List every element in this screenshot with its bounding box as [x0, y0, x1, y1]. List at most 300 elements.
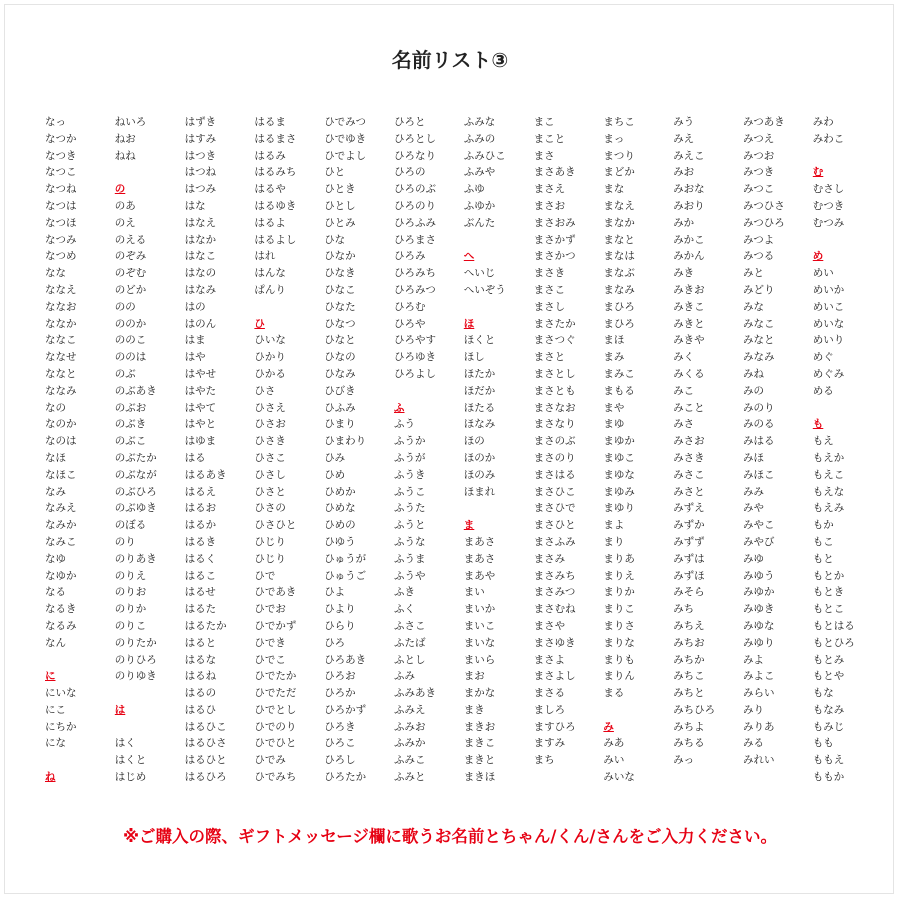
name-entry: まさよ [533, 653, 566, 666]
name-entry: みちひろ [673, 703, 716, 716]
name-entry: まりん [603, 670, 635, 683]
name-entry: みゆき [743, 603, 775, 616]
name-entry: はるえ [184, 485, 217, 498]
name-entry: まいら [463, 653, 496, 666]
gift-message-notice: ※ご購入の際、ギフトメッセージ欄に歌うお名前とちゃん/くん/さんをご入力ください。 [123, 827, 777, 846]
name-entry: ひさひと [254, 519, 297, 532]
name-entry: もえみ [812, 502, 845, 515]
name-entry: ふうま [394, 552, 426, 565]
name-entry: もとひろ [812, 636, 855, 649]
name-entry: みつる [743, 250, 775, 263]
name-entry: はのん [184, 317, 217, 330]
name-entry: みや [743, 502, 764, 515]
name-entry: めぐ [812, 351, 834, 364]
name-entry: ほくと [463, 334, 496, 347]
name-entry: みみ [743, 485, 764, 498]
name-entry: ひでただ [254, 687, 297, 700]
name-entry: まさのり [533, 451, 576, 464]
name-entry: ますひろ [533, 720, 576, 733]
name-entry: ひろこ [324, 737, 356, 750]
name-entry: なるき [45, 603, 77, 616]
blank-row [603, 702, 671, 719]
name-entry: ふうが [394, 451, 426, 464]
name-entry: はすみ [184, 132, 217, 145]
name-entry: もとはる [812, 619, 855, 632]
name-entry: まさあき [533, 166, 576, 179]
kana-section-header: の [114, 183, 126, 196]
name-entry: ひなか [324, 250, 356, 263]
name-entry: みれい [743, 754, 775, 767]
name-entry: まつり [603, 149, 635, 162]
name-entry: もえか [812, 451, 845, 464]
name-entry: みやこ [743, 519, 775, 532]
name-entry: みえ [673, 132, 695, 145]
name-entry: まみこ [603, 367, 635, 380]
name-entry: みい [603, 754, 625, 767]
name-entry: はるみち [254, 166, 297, 179]
name-entry: ひよ [324, 586, 346, 599]
kana-section-header: み [603, 720, 614, 733]
name-entry: なる [45, 586, 66, 599]
name-entry: みよこ [743, 670, 775, 683]
name-entry: もか [812, 519, 834, 532]
name-entry: のりこ [114, 619, 147, 632]
name-entry: まさし [533, 300, 566, 313]
name-entry: まさと [533, 351, 566, 364]
name-column [324, 114, 392, 786]
name-entry: みはる [743, 435, 775, 448]
name-entry: もなみ [812, 703, 845, 716]
name-entry: ひびき [324, 384, 356, 397]
name-entry: ななこ [45, 334, 77, 347]
name-entry: もとこ [812, 603, 845, 616]
name-entry: はると [184, 636, 217, 649]
name-entry: まお [463, 670, 485, 683]
name-entry: はるせ [184, 586, 216, 599]
blank-row [45, 752, 113, 769]
name-entry: ふみひこ [463, 149, 506, 162]
name-entry: なの [45, 401, 66, 414]
name-entry: はるお [184, 502, 217, 515]
name-entry: まりえ [603, 569, 635, 582]
name-entry: はるく [184, 552, 217, 565]
name-entry: のえる [114, 233, 147, 246]
name-entry: のりあき [114, 552, 157, 565]
name-entry: ななみ [45, 384, 77, 397]
name-entry: みずず [673, 535, 705, 548]
name-entry: のりお [114, 586, 147, 599]
name-entry: はるよ [254, 216, 286, 229]
name-entry: もみじ [812, 720, 845, 733]
name-entry: まなか [603, 216, 635, 229]
name-entry: まいか [463, 603, 496, 616]
name-entry: まりも [603, 653, 635, 666]
name-entry: はるあき [184, 468, 227, 481]
blank-row [673, 769, 741, 786]
name-entry: ひろと [394, 116, 426, 128]
name-column [464, 114, 532, 786]
name-entry: みあ [603, 737, 625, 750]
name-entry: ひなと [324, 334, 356, 347]
name-entry: まさひと [533, 519, 576, 532]
name-entry: はなの [184, 267, 217, 280]
name-entry: はま [184, 334, 206, 347]
name-entry: まりな [603, 636, 635, 649]
name-column [743, 114, 811, 786]
name-entry: はつね [184, 166, 217, 179]
name-entry: ひでみち [254, 771, 297, 784]
blank-row [464, 232, 532, 249]
name-entry: みのる [743, 418, 775, 431]
name-entry: まもる [603, 384, 635, 397]
name-entry: ののか [114, 317, 147, 330]
name-entry: みおり [673, 199, 705, 212]
name-entry: まさる [533, 687, 566, 700]
name-entry: まこと [533, 132, 566, 145]
name-entry: ひめの [324, 519, 356, 532]
name-entry: みなと [743, 334, 775, 347]
name-entry: ねお [114, 132, 136, 145]
name-entry: ななと [45, 367, 77, 380]
name-entry: ななせ [45, 351, 77, 364]
name-column [603, 114, 671, 786]
name-entry: ひろまさ [394, 233, 436, 246]
name-entry: みおな [673, 183, 705, 196]
name-entry: のあ [114, 199, 136, 212]
name-entry: まいな [463, 636, 496, 649]
name-entry: まなは [603, 250, 635, 263]
name-entry: みかん [673, 250, 705, 263]
name-entry: なのは [45, 435, 77, 448]
name-entry: ほたか [463, 367, 496, 380]
name-entry: めいか [812, 283, 845, 296]
name-entry: まひろ [603, 317, 635, 330]
name-entry: はやた [184, 384, 217, 397]
name-entry: ふうこ [394, 485, 426, 498]
name-entry: はるの [184, 687, 217, 700]
name-entry: まる [603, 687, 625, 700]
name-entry: ねね [114, 149, 136, 162]
name-entry: ひさと [254, 485, 286, 498]
name-entry: ひめ [324, 468, 346, 481]
name-entry: にいな [45, 687, 77, 700]
name-entry: のぶゆき [114, 502, 157, 515]
name-entry: ひじり [254, 552, 286, 565]
name-entry: ひろき [324, 720, 356, 733]
name-entry: なん [45, 636, 66, 649]
name-entry: みそら [673, 586, 705, 599]
name-entry: のりえ [114, 569, 147, 582]
name-entry: ほたる [463, 401, 496, 414]
name-entry: まっ [603, 132, 625, 145]
name-entry: ひでひと [254, 737, 297, 750]
name-entry: にこ [45, 703, 66, 716]
name-entry: なつね [45, 183, 77, 196]
name-entry: ふみか [394, 737, 426, 750]
name-entry: ののこ [114, 334, 147, 347]
name-entry: ひろみち [394, 267, 436, 280]
name-entry: まどか [603, 166, 635, 179]
name-entry: はれ [254, 250, 276, 263]
name-entry: もとき [812, 586, 845, 599]
name-entry: ひらり [324, 619, 356, 632]
name-entry: ふみお [394, 720, 426, 733]
name-entry: みずほ [673, 569, 705, 582]
name-entry: のぶたか [114, 451, 157, 464]
name-entry: まさ [533, 149, 555, 162]
name-entry: はるた [184, 603, 217, 616]
name-entry: みお [673, 166, 695, 179]
name-entry: のぶなが [114, 468, 157, 481]
name-entry: むつみ [812, 216, 845, 229]
name-entry: まさなり [533, 418, 576, 431]
name-entry: むつき [812, 199, 845, 212]
name-column [185, 114, 253, 786]
name-entry: みりあ [743, 720, 775, 733]
name-entry: のりか [114, 603, 147, 616]
name-entry: まよ [603, 519, 625, 532]
name-entry: はな [184, 199, 206, 212]
name-entry: みち [673, 603, 695, 616]
name-entry: ほし [463, 351, 485, 364]
name-entry: ひゆう [324, 535, 356, 548]
name-entry: まさき [533, 267, 566, 280]
name-entry: はやせ [184, 367, 217, 380]
name-entry: みる [743, 737, 764, 750]
name-entry: ねいろ [114, 116, 147, 128]
name-entry: まほ [603, 334, 625, 347]
name-entry: みちる [673, 737, 705, 750]
name-entry: ひでみつ [324, 116, 366, 128]
name-entry: みきお [673, 283, 705, 296]
name-entry: まゆか [603, 435, 635, 448]
name-entry: まさとし [533, 367, 576, 380]
name-entry: みさこ [673, 468, 705, 481]
name-entry: ふみこ [394, 754, 426, 767]
name-entry: まさお [533, 199, 566, 212]
name-entry: はるま [254, 116, 286, 128]
name-entry: めいこ [812, 300, 845, 313]
name-entry: まきこ [463, 737, 496, 750]
name-entry: みわ [812, 116, 834, 128]
name-entry: ひより [324, 603, 356, 616]
name-entry: はなこ [184, 250, 217, 263]
name-entry: まち [533, 754, 555, 767]
blank-row [534, 769, 602, 786]
name-entry: みゆな [743, 619, 775, 632]
name-entry: はるひこ [184, 720, 227, 733]
name-entry: ぱんり [254, 283, 286, 296]
name-entry: まい [463, 586, 485, 599]
name-entry: はるひ [184, 703, 217, 716]
name-entry: まさのぶ [533, 435, 576, 448]
name-entry: のり [114, 535, 136, 548]
name-entry: ひなこ [324, 283, 356, 296]
name-entry: ひろのり [394, 199, 436, 212]
name-entry: のどか [114, 283, 147, 296]
name-entry: ぶんた [463, 216, 496, 229]
blank-row [254, 299, 322, 316]
name-entry: める [812, 384, 834, 397]
name-entry: もな [812, 687, 834, 700]
name-entry: ののは [114, 351, 147, 364]
blank-row [813, 400, 881, 417]
name-entry: まかな [463, 687, 496, 700]
name-entry: まあや [463, 569, 496, 582]
name-entry: みつよ [743, 233, 775, 246]
name-entry: なみか [45, 519, 77, 532]
name-entry: はつみ [184, 183, 217, 196]
name-entry: ひろふみ [394, 216, 436, 229]
name-entry: まさとも [533, 384, 576, 397]
page-title: 名前リスト③ [391, 48, 509, 72]
name-entry: まゆみ [603, 485, 635, 498]
name-entry: ひゅうご [324, 569, 367, 582]
name-entry: まりか [603, 586, 635, 599]
name-entry: ほだか [463, 384, 496, 397]
name-entry: ふう [394, 418, 415, 431]
name-entry: まさふみ [533, 535, 576, 548]
name-entry: まり [603, 535, 625, 548]
name-entry: みほ [743, 451, 764, 464]
name-entry: みつあき [743, 116, 785, 128]
name-entry: ひかり [254, 351, 286, 364]
name-entry: にちか [45, 720, 77, 733]
name-entry: みのり [743, 401, 775, 414]
name-entry: のぶお [114, 401, 147, 414]
name-entry: ふみあき [394, 687, 436, 700]
name-entry: のぶき [114, 418, 147, 431]
name-entry: なほ [45, 451, 66, 464]
name-entry: はなみ [184, 283, 217, 296]
name-entry: もこ [812, 535, 834, 548]
name-entry: ひでよし [324, 149, 367, 162]
name-entry: なみこ [45, 535, 77, 548]
name-entry: ひなつ [324, 317, 356, 330]
name-entry: まゆこ [603, 451, 635, 464]
name-entry: みの [743, 384, 764, 397]
name-entry: はる [184, 451, 206, 464]
name-entry: はずき [184, 116, 217, 128]
name-entry: みゆう [743, 569, 775, 582]
name-entry: ほのか [463, 451, 496, 464]
name-entry: ふさこ [394, 619, 426, 632]
name-entry: はや [184, 351, 206, 364]
name-entry: まや [603, 401, 625, 414]
name-entry: ひなみ [324, 367, 356, 380]
name-entry: ひまわり [324, 435, 367, 448]
name-entry: ひろみ [394, 250, 426, 263]
name-entry: はの [184, 300, 206, 313]
name-entry: みり [743, 703, 764, 716]
name-entry: ふとし [394, 653, 426, 666]
name-entry: なつほ [45, 216, 77, 229]
name-entry: まいこ [463, 619, 496, 632]
name-entry: まきと [463, 754, 496, 767]
name-entry: まさみち [533, 569, 576, 582]
name-entry: のりゆき [114, 670, 157, 683]
name-entry: ひでたか [254, 670, 297, 683]
name-entry: ひさの [254, 502, 286, 515]
name-entry: みきこ [673, 300, 705, 313]
name-entry: まさつぐ [533, 334, 576, 347]
name-entry: まひろ [603, 300, 635, 313]
name-entry: まりさ [603, 619, 635, 632]
name-entry: みさ [673, 418, 695, 431]
name-entry: まさこ [533, 283, 566, 296]
kana-section-header: へ [463, 250, 475, 263]
name-entry: まさむね [533, 603, 576, 616]
name-entry: まきほ [463, 771, 496, 784]
name-entry: なるみ [45, 619, 77, 632]
name-entry: ふうか [394, 435, 426, 448]
name-entry: みく [673, 351, 695, 364]
name-entry: ひろの [394, 166, 426, 179]
name-column [394, 114, 462, 786]
name-entry: まさみ [533, 552, 566, 565]
name-entry: はやと [184, 418, 217, 431]
name-entry: ひゅうが [324, 552, 367, 565]
name-entry: みきと [673, 317, 705, 330]
name-entry: もえな [812, 485, 845, 498]
name-entry: のぶあき [114, 384, 157, 397]
name-entry: まな [603, 183, 625, 196]
name-entry: みえこ [673, 149, 705, 162]
name-entry: はるみ [254, 149, 286, 162]
name-entry: みゆ [743, 552, 764, 565]
name-entry: まなと [603, 233, 635, 246]
name-entry: ひろのぶ [394, 183, 436, 196]
name-entry: みゆか [743, 586, 775, 599]
name-column [115, 114, 183, 786]
name-entry: なみ [45, 485, 66, 498]
name-entry: みやび [743, 535, 775, 548]
name-entry: みつこ [743, 183, 775, 196]
name-entry: ひでみ [254, 754, 286, 767]
name-entry: まちこ [603, 116, 635, 128]
name-entry: みき [673, 267, 695, 280]
blank-row [464, 500, 532, 517]
name-entry: ひろや [394, 317, 426, 330]
name-entry: まさおみ [533, 216, 576, 229]
name-entry: ひでお [254, 603, 286, 616]
name-entry: めいな [812, 317, 845, 330]
name-entry: みなみ [743, 351, 775, 364]
name-entry: もとや [812, 670, 845, 683]
name-entry: なつみ [45, 233, 77, 246]
name-entry: ひろかず [324, 703, 367, 716]
blank-row [45, 652, 113, 669]
name-entry: みくる [673, 367, 705, 380]
name-entry: みつひろ [743, 216, 785, 229]
name-entry: ふく [394, 603, 415, 616]
name-entry: ななお [45, 300, 77, 313]
name-entry: まゆ [603, 418, 625, 431]
name-entry: みちお [673, 636, 705, 649]
name-entry: まさゆき [533, 636, 576, 649]
name-entry: のぶひろ [114, 485, 157, 498]
name-entry: ひろあき [324, 653, 367, 666]
name-entry: まりあ [603, 552, 635, 565]
name-entry: みよ [743, 653, 764, 666]
name-entry: まさみつ [533, 586, 576, 599]
kana-section-header: ま [463, 519, 475, 532]
name-entry: なゆか [45, 569, 77, 582]
name-entry: のぼる [114, 519, 147, 532]
name-entry: ひろむ [394, 300, 426, 313]
name-entry: ふゆ [463, 183, 485, 196]
name-entry: のの [114, 300, 136, 313]
